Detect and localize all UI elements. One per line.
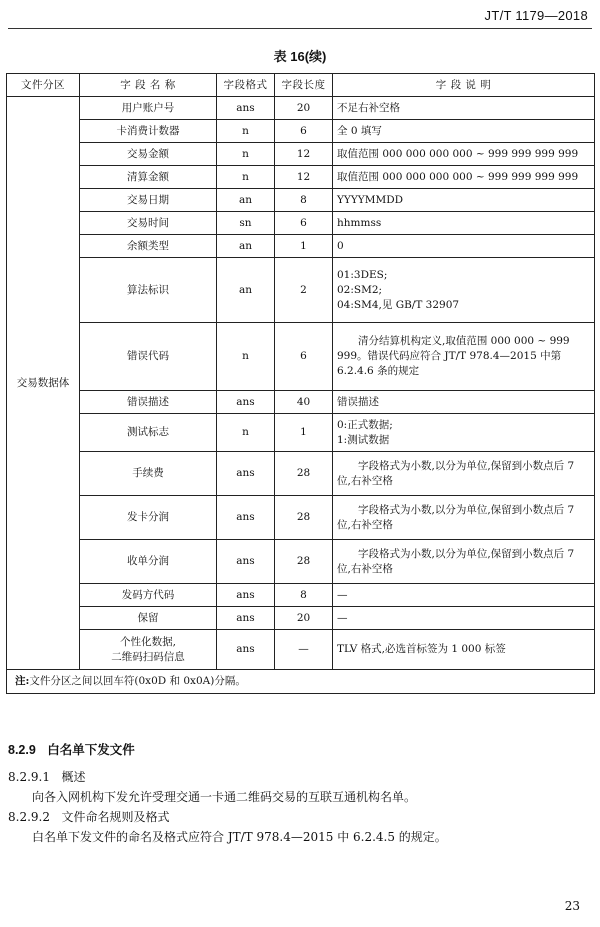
table-row	[7, 452, 595, 496]
field-name: 交易日期	[80, 189, 217, 212]
section-paragraph: 向各入网机构下发允许受理交通一卡通二维码交易的互联互通机构名单。	[32, 790, 417, 804]
field-format: an	[217, 258, 275, 323]
table-row	[7, 120, 595, 143]
section-title: 白名单下发文件	[47, 743, 135, 757]
field-description: 不足右补空格	[333, 97, 595, 120]
field-length: 6	[275, 323, 333, 391]
field-description: 取值范围 000 000 000 000 ~ 999 999 999 999	[333, 143, 595, 166]
field-length: 1	[275, 414, 333, 452]
field-format: ans	[217, 391, 275, 414]
table-note	[7, 670, 595, 694]
field-length: —	[275, 630, 333, 670]
field-name: 卡消费计数器	[80, 120, 217, 143]
field-description: 字段格式为小数,以分为单位,保留到小数点后 7 位,右补空格	[333, 540, 595, 584]
field-format: n	[217, 166, 275, 189]
header-field-description: 字 段 说 明	[333, 74, 595, 97]
field-description: 0	[333, 235, 595, 258]
table-row	[7, 166, 595, 189]
table-row	[7, 584, 595, 607]
field-length: 20	[275, 97, 333, 120]
field-name: 收单分润	[80, 540, 217, 584]
table-row	[7, 97, 595, 120]
header-field-length: 字段长度	[275, 74, 333, 97]
table-header-row	[7, 74, 595, 97]
field-format: n	[217, 143, 275, 166]
field-description: 取值范围 000 000 000 000 ~ 999 999 999 999	[333, 166, 595, 189]
table-row	[7, 607, 595, 630]
field-name: 测试标志	[80, 414, 217, 452]
field-length: 8	[275, 584, 333, 607]
field-format: an	[217, 189, 275, 212]
field-format: ans	[217, 607, 275, 630]
partition-cell: 交易数据体	[7, 97, 80, 670]
field-name: 发码方代码	[80, 584, 217, 607]
note-label: 注:	[15, 675, 30, 687]
field-format: n	[217, 323, 275, 391]
field-table	[6, 73, 595, 694]
note-text: 文件分区之间以回车符(0x0D 和 0x0A)分隔。	[29, 675, 246, 687]
field-format: sn	[217, 212, 275, 235]
header-partition: 文件分区	[7, 74, 80, 97]
field-name: 保留	[80, 607, 217, 630]
section-title: 文件命名规则及格式	[61, 810, 170, 824]
field-format: ans	[217, 452, 275, 496]
field-description: YYYYMMDD	[333, 189, 595, 212]
field-name: 发卡分润	[80, 496, 217, 540]
field-name: 交易时间	[80, 212, 217, 235]
field-length: 12	[275, 143, 333, 166]
field-length: 6	[275, 212, 333, 235]
field-length: 2	[275, 258, 333, 323]
table-row	[7, 414, 595, 452]
field-format: ans	[217, 540, 275, 584]
field-description: 01:3DES; 02:SM2; 04:SM4,见 GB/T 32907	[333, 258, 595, 323]
field-length: 12	[275, 166, 333, 189]
field-length: 28	[275, 496, 333, 540]
field-length: 40	[275, 391, 333, 414]
field-description: hhmmss	[333, 212, 595, 235]
field-format: ans	[217, 496, 275, 540]
field-name: 余额类型	[80, 235, 217, 258]
table-row	[7, 540, 595, 584]
table-row	[7, 323, 595, 391]
field-length: 6	[275, 120, 333, 143]
field-format: ans	[217, 584, 275, 607]
table-caption: 表 16(续)	[273, 49, 327, 64]
field-description: 字段格式为小数,以分为单位,保留到小数点后 7 位,右补空格	[333, 452, 595, 496]
field-format: ans	[217, 97, 275, 120]
header-field-name: 字 段 名 称	[80, 74, 217, 97]
field-length: 28	[275, 452, 333, 496]
field-description: 错误描述	[333, 391, 595, 414]
field-format: n	[217, 120, 275, 143]
field-name: 交易金额	[80, 143, 217, 166]
field-name: 算法标识	[80, 258, 217, 323]
table-row	[7, 496, 595, 540]
field-description: 全 0 填写	[333, 120, 595, 143]
field-name: 清算金额	[80, 166, 217, 189]
table-row	[7, 143, 595, 166]
section-heading-8-2-9	[8, 740, 135, 758]
section-heading-8-2-9-2	[8, 808, 169, 825]
table-row	[7, 189, 595, 212]
field-description: 字段格式为小数,以分为单位,保留到小数点后 7 位,右补空格	[333, 496, 595, 540]
document-code: JT/T 1179—2018	[484, 8, 588, 23]
field-length: 20	[275, 607, 333, 630]
field-description: 0:正式数据; 1:测试数据	[333, 414, 595, 452]
header-rule	[8, 28, 592, 29]
table-row	[7, 258, 595, 323]
field-description: —	[333, 584, 595, 607]
field-description: 清分结算机构定义,取值范围 000 000 ~ 999 999。错误代码应符合 JT/T 978.4—2015 中第 6.2.4.6 条的规定	[333, 323, 595, 391]
section-number: 8.2.9.2	[8, 810, 50, 824]
table-row	[7, 235, 595, 258]
section-number: 8.2.9	[8, 743, 36, 757]
page-number: 23	[564, 899, 580, 913]
table-row	[7, 391, 595, 414]
field-description: —	[333, 607, 595, 630]
field-name: 错误代码	[80, 323, 217, 391]
table-row	[7, 212, 595, 235]
section-paragraph: 白名单下发文件的命名及格式应符合 JT/T 978.4—2015 中 6.2.4.5 的规定。	[32, 830, 447, 844]
field-format: ans	[217, 630, 275, 670]
section-heading-8-2-9-1	[8, 768, 85, 785]
field-length: 8	[275, 189, 333, 212]
table-row	[7, 630, 595, 670]
field-description: TLV 格式,必选首标签为 1 000 标签	[333, 630, 595, 670]
header-field-format: 字段格式	[217, 74, 275, 97]
section-title: 概述	[61, 770, 86, 784]
field-length: 28	[275, 540, 333, 584]
table-note-row	[7, 670, 595, 694]
field-format: n	[217, 414, 275, 452]
field-length: 1	[275, 235, 333, 258]
field-name: 用户账户号	[80, 97, 217, 120]
field-name: 手续费	[80, 452, 217, 496]
field-name: 个性化数据, 二维码扫码信息	[80, 630, 217, 670]
field-name: 错误描述	[80, 391, 217, 414]
field-format: an	[217, 235, 275, 258]
section-number: 8.2.9.1	[8, 770, 50, 784]
